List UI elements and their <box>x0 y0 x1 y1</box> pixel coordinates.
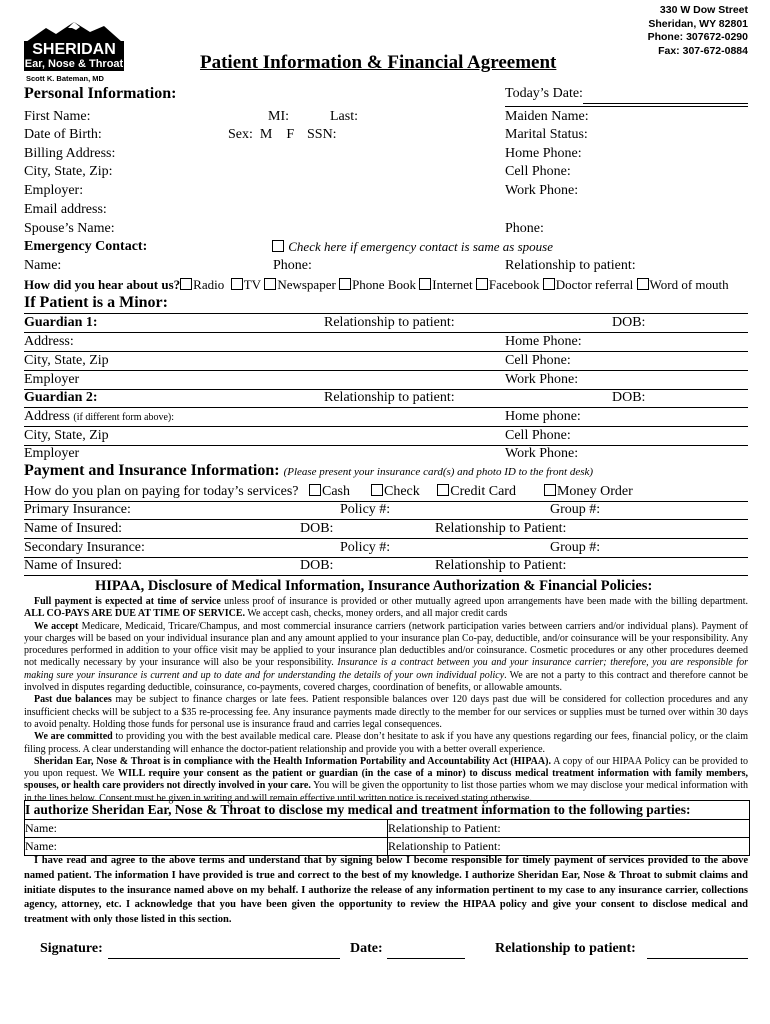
sig-rel-label: Relationship to patient: <box>495 941 636 956</box>
hear-question: How did you hear about us? <box>24 277 181 292</box>
last-label: Last: <box>330 109 358 124</box>
signature-label: Signature: <box>40 941 103 956</box>
g2-work-label: Work Phone: <box>505 446 579 461</box>
policy-label: Policy #: <box>340 502 391 517</box>
ec-relationship-label: Relationship to patient: <box>505 258 636 273</box>
first-name-label: First Name: <box>24 109 91 124</box>
g2-dob-label: DOB: <box>612 390 646 405</box>
todays-date-field[interactable] <box>583 91 748 104</box>
checkbox-icon[interactable] <box>272 240 284 252</box>
spouse-phone-label: Phone: <box>505 221 544 236</box>
g2-employer-label: Employer <box>24 446 80 461</box>
logo-doctor: Scott K. Bateman, MD <box>26 74 104 83</box>
checkbox-icon[interactable] <box>309 484 321 496</box>
hipaa-heading: HIPAA, Disclosure of Medical Information, Insurance Authorization & Financial Policies: <box>95 578 653 594</box>
checkbox-icon[interactable] <box>371 484 383 496</box>
insured-dob-label: DOB: <box>300 521 334 536</box>
same-as-spouse[interactable]: Check here if emergency contact is same as spouse <box>272 239 553 255</box>
date-field[interactable] <box>387 944 465 959</box>
g1-work-label: Work Phone: <box>505 372 579 387</box>
pay-method: How do you plan on paying for today’s services? Cash Check Credit Card Money Order <box>24 484 633 499</box>
insured-label: Name of Insured: <box>24 521 122 536</box>
spouse-label: Spouse’s Name: <box>24 221 115 236</box>
hipaa-p1: Full payment is expected at time of service unless proof of insurance is provided or other mutually agreed upon arrangements have been made with the billing department. ALL CO-PAYS ARE DUE AT TIME OF SERVICE. We accept cash, checks, money orders, and all major credit cards <box>24 596 748 620</box>
ec-phone-label: Phone: <box>273 258 312 273</box>
g2-city-label: City, State, Zip <box>24 428 109 443</box>
hear-about-us: How did you hear about us? Radio TV Newspaper Phone Book Internet Facebook Doctor referral Word of mouth <box>24 277 729 292</box>
g1-employer-label: Employer <box>24 372 80 387</box>
checkbox-icon[interactable] <box>419 278 431 290</box>
city-label: City, State, Zip: <box>24 164 113 179</box>
checkbox-icon[interactable] <box>437 484 449 496</box>
checkbox-icon[interactable] <box>339 278 351 290</box>
billing-label: Billing Address: <box>24 146 116 161</box>
address-block <box>648 4 748 58</box>
work-phone-label: Work Phone: <box>505 183 579 198</box>
city: Sheridan, WY 82801 <box>648 17 748 30</box>
insured2-dob-label: DOB: <box>300 558 334 573</box>
phone: Phone: 307672-0290 <box>647 31 748 43</box>
checkbox-icon[interactable] <box>543 278 555 290</box>
logo-line2: Ear, Nose & Throat <box>24 58 124 70</box>
checkbox-icon[interactable] <box>264 278 276 290</box>
checkbox-icon[interactable] <box>544 484 556 496</box>
minor-heading: If Patient is a Minor: <box>24 294 168 311</box>
employer-label: Employer: <box>24 183 84 198</box>
todays-date-label: Today’s Date: <box>505 86 583 101</box>
g1-dob-label: DOB: <box>612 315 646 330</box>
group-label: Group #: <box>550 502 601 517</box>
logo <box>24 22 124 84</box>
payment-heading: Payment and Insurance Information: (Please present your insurance card(s) and photo ID to the front desk) <box>24 462 594 479</box>
date-label: Date: <box>350 941 383 956</box>
auth-name-2[interactable]: Name: <box>25 838 388 855</box>
authorize-table <box>24 800 750 856</box>
g2-address: Address (if different form above): <box>24 409 174 424</box>
cell-phone-label: Cell Phone: <box>505 164 571 179</box>
g1-cell-label: Cell Phone: <box>505 353 571 368</box>
auth-name-1[interactable]: Name: <box>25 820 388 837</box>
hipaa-text <box>24 596 748 805</box>
emergency-label: Emergency Contact: <box>24 239 148 254</box>
agreement-text: I have read and agree to the above terms and understand that by signing below I become responsible for timely payment of services provided to the above named patient. The information I have provided is true and correct to the best of my knowledge. I authorize Sheridan Ear, Nose & Throat to submit claims and initiate disputes to the insurance named above on my behalf. I authorize the release of any information pertinent to my case to any insurance carrier, collections agency, attorney, etc. I acknowledge that you have been given the opportunity to review the HIPAA policy and give your consent to disclose medical and treatment with only those listed in this section. <box>24 855 748 926</box>
email-label: Email address: <box>24 202 107 217</box>
g1-home-label: Home Phone: <box>505 334 582 349</box>
sig-rel-field[interactable] <box>647 944 748 959</box>
group2-label: Group #: <box>550 540 601 555</box>
primary-label: Primary Insurance: <box>24 502 131 517</box>
hipaa-p4: We are committed to providing you with the best available medical care. Please don’t hesitate to ask if you have any questions regarding our fees, financial policy, or the claim filing process. A clear understanding will enhance the doctor-patient relationship and provide you with a better overall experience. <box>24 731 749 755</box>
insured2-rel-label: Relationship to Patient: <box>435 558 567 573</box>
signature-field[interactable] <box>108 944 340 959</box>
hipaa-p3: Past due balances may be subject to finance charges or late fees. Patient responsible balances over 120 days past due will be considered for collection procedures and any insufficient checks will be subject to a $35 re-processing fee. Any insurance payments made directly to the member for our services or supplies must be turned over within 30 days to avoid penalty. Holding those funds for personal use is insurance fraud and carries legal consequences. <box>24 694 749 730</box>
checkbox-icon[interactable] <box>180 278 192 290</box>
insured2-label: Name of Insured: <box>24 558 122 573</box>
sex-label: Sex: M F <box>228 127 295 142</box>
auth-rel-1[interactable]: Relationship to Patient: <box>388 821 501 835</box>
mi-label: MI: <box>268 109 289 124</box>
g2-home-label: Home phone: <box>505 409 581 424</box>
checkbox-icon[interactable] <box>231 278 243 290</box>
dob-label: Date of Birth: <box>24 127 102 142</box>
g2-label: Guardian 2: <box>24 390 98 405</box>
maiden-label: Maiden Name: <box>505 109 589 124</box>
checkbox-icon[interactable] <box>476 278 488 290</box>
policy2-label: Policy #: <box>340 540 391 555</box>
g1-address-label: Address: <box>24 334 74 349</box>
g1-city-label: City, State, Zip <box>24 353 109 368</box>
secondary-label: Secondary Insurance: <box>24 540 145 555</box>
logo-line1: SHERIDAN <box>24 41 124 58</box>
hipaa-p5: Sheridan Ear, Nose & Throat is in compliance with the Health Information Portability and Accountability Act (HIPAA). A copy of our HIPAA Policy can be provided to you upon request. We WILL require your consent as the patient or guardian (in the case of a minor) to discuss medical treatment information with family members, spouses, or health care providers not directly involved in your care. You will be given the opportunity to list those parties whom we may disclose your medical information with in the lines below. Consent must be given in writing and will remain effective until written notice is received stating otherwise. <box>24 755 749 804</box>
home-phone-label: Home Phone: <box>505 146 582 161</box>
ssn-label: SSN: <box>307 127 337 142</box>
checkbox-icon[interactable] <box>637 278 649 290</box>
street: 330 W Dow Street <box>659 4 748 16</box>
auth-rel-2[interactable]: Relationship to Patient: <box>388 839 501 853</box>
fax: Fax: 307-672-0884 <box>658 44 748 57</box>
personal-heading: Personal Information: <box>24 85 177 102</box>
g2-cell-label: Cell Phone: <box>505 428 571 443</box>
insured-rel-label: Relationship to Patient: <box>435 521 567 536</box>
g1-rel-label: Relationship to patient: <box>324 315 455 330</box>
mountain-logo-icon <box>24 22 124 42</box>
hipaa-p2: We accept Medicare, Medicaid, Tricare/Champus, and most commercial insurance carriers (network participation varies between carriers and/or individual plans). Payment of your charges will be based on your individual insurance plan and any amount applied to your insurance plan Co-pay, deductible, and/or coinsurance will be your responsibility. Any procedures performed in addition to your office visit may be applied to your insurance plan deductibles and/or coinsurance. Cosmetic procedures or any other procedures deemed not medically necessary by your insurance will also be your responsibility. Insurance is a contract between you and your insurance carrier; therefore, you are responsible for making sure your insurance is current and up to date and for understanding the details of your own individual policy. We are not a party to this contract and therefore cannot be involved in disputes regarding deductible, coinsurance, co-payments, covered charges, coordination of benefits, or allowable amounts. <box>24 620 748 694</box>
g2-rel-label: Relationship to patient: <box>324 390 455 405</box>
marital-label: Marital Status: <box>505 127 588 142</box>
authorize-heading: I authorize Sheridan Ear, Nose & Throat to disclose my medical and treatment information to the following parties: <box>25 801 749 820</box>
page-title: Patient Information & Financial Agreement <box>200 52 557 73</box>
ec-name-label: Name: <box>24 258 62 273</box>
g1-label: Guardian 1: <box>24 315 98 330</box>
